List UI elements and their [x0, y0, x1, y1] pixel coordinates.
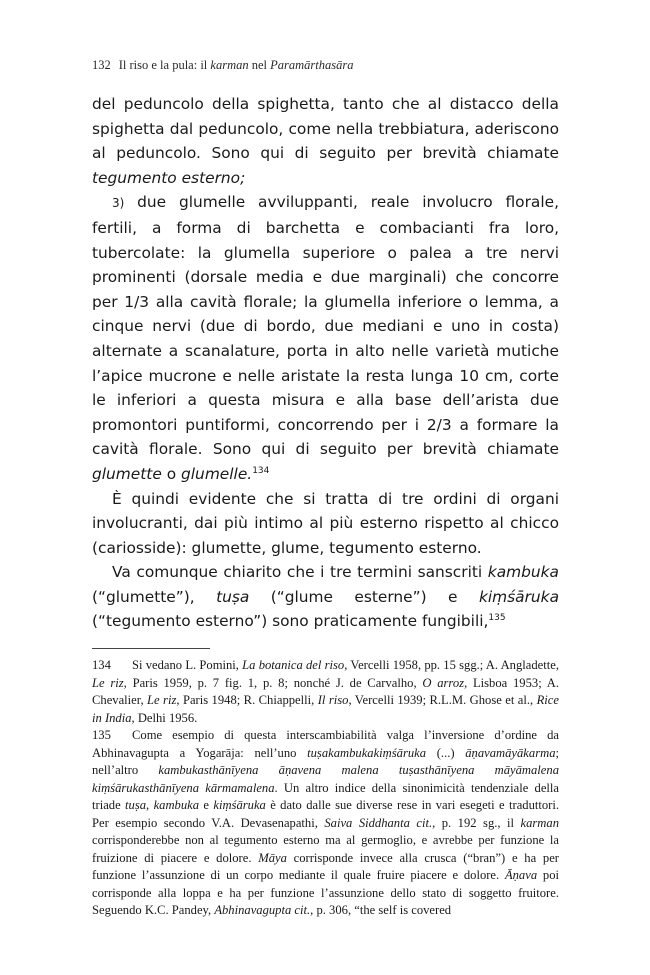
- footnote-135: 135 Come esempio di questa interscambiabilità valga l’inversione d’ordine da Abhinavagupta a Yogarāja: nell’uno tuṣakambukakiṃśāruka (...) āṇavamāyākarma; nell’altro kambukasthānīyena āṇavena malena tuṣasthānīyena māyāmalena kiṃśārukasthānīyena kārmamalena. Un altro indice della sinonimicità tendenziale della triade tuṣa, kambuka e kiṃśāruka è dato dalle sue diverse rese in vari esegeti e traduttori. Per esempio secondo V.A. Devasenapathi, Saiva Siddhanta cit., p. 192 sg., il karman corrisponderebbe non al tegumento esterno ma al germoglio, e avrebbe per funzione la fruizione di piacere e dolore. Māya corrisponde invece alla crusca (“bran”) e ha per funzione l’assunzione di un corpo mediante il quale fruire piacere e dolore. Āṇava poi corrisponde alla loppa e ha per funzione l’assunzione dello stato di soggetto fruitore. Seguendo K.C. Pandey, Abhinavagupta cit., p. 306, “the self is covered: [92, 728, 560, 918]
- footnotes: [92, 657, 559, 920]
- footnote-number: 134: [92, 658, 111, 673]
- footnote-number: 135: [92, 728, 111, 743]
- item-number: 3): [112, 196, 125, 211]
- footnote-ref-134[interactable]: 134: [252, 465, 270, 476]
- paragraph: Va comunque chiarito che i tre termini sanscriti kambuka (“glumette”), tuṣa (“glume esterne”) e kiṃśāruka (“tegumento esterno”) sono praticamente fungibili,$^{135}$: [92, 563, 559, 631]
- footnote-ref-135[interactable]: 135: [488, 613, 506, 624]
- running-head: [92, 58, 559, 86]
- main-text: [92, 92, 559, 634]
- footnote-134: 134 Si vedano L. Pomini, La botanica del riso, Vercelli 1958, pp. 15 sgg.; A. Angladette, Le riz, Paris 1959, p. 7 fig. 1, p. 8; nonché J. de Carvalho, O arroz, Lisboa 1953; A. Chevalier, Le riz, Paris 1948; R. Chiappelli, Il riso, Vercelli 1939; R.L.M. Ghose et al., Rice in India, Delhi 1956.: [92, 658, 559, 725]
- paragraph: del peduncolo della spighetta, tanto che al distacco della spighetta dal peduncolo, come nella trebbiatura, aderiscono al peduncolo. Sono qui di seguito per brevità chiamate tegumento esterno;: [92, 95, 559, 187]
- book-page: [92, 58, 559, 920]
- page-number: 132: [92, 58, 111, 72]
- footnote-divider: [92, 648, 210, 649]
- running-title: Il riso e la pula: il karman nel Paramārthasāra: [118, 58, 354, 72]
- paragraph: È quindi evidente che si tratta di tre ordini di organi involucranti, dai più intimo al più esterno rispetto al chicco (cariosside): glumette, glume, tegumento esterno.: [92, 489, 559, 557]
- paragraph-item-3: 3) due glumelle avviluppanti, reale involucro florale, fertili, a forma di barchetta e combacianti fra loro, tubercolate: la glumella superiore o palea a tre nervi prominenti (dorsale media e due marginali) che concorre per 1/3 alla cavità florale; la glumella inferiore o lemma, a cinque nervi (due di bordo, due mediani e uno in costa) alternate a scanalature, porta in alto nelle varietà mutiche l’apice mucrone e nelle aristate la resta lunga 10 cm, corte le inferiori a questa misura e alla base dell’arista due promontori puntiformi, concorrendo per i 2/3 a formare la cavità florale. Sono qui di seguito per brevità chiamate glumette o glumelle.$^{134}$: [92, 193, 559, 483]
